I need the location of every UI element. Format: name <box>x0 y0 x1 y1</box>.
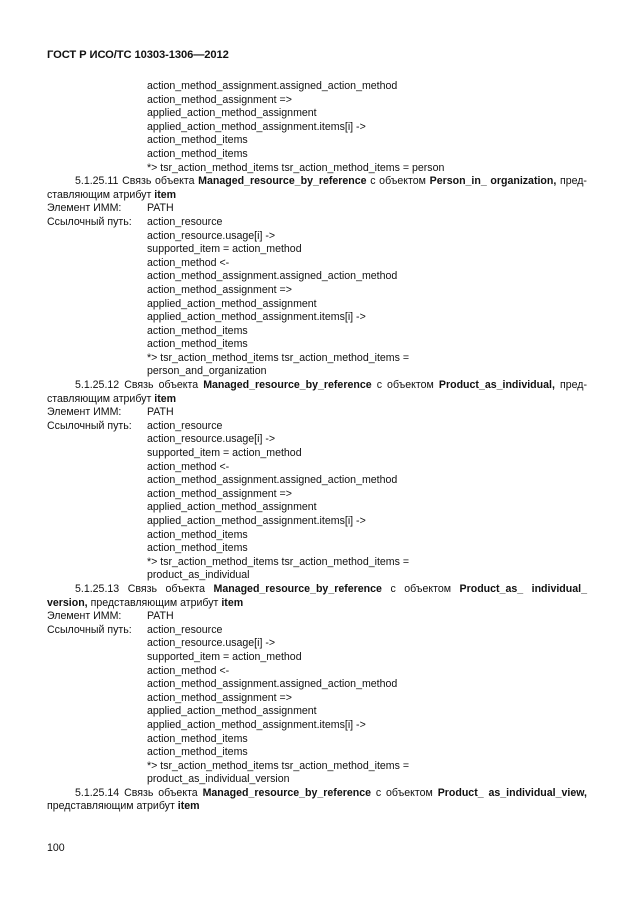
document-content <box>47 80 587 814</box>
section-target: Person_in_ organization, <box>429 175 557 188</box>
section-5-1-25-14 <box>47 787 587 814</box>
element-value: PATH <box>147 202 174 215</box>
path-line: action_method <- <box>147 664 230 677</box>
path-line: person_and_organization <box>147 365 267 378</box>
path-label: Ссылочный путь: <box>47 623 132 636</box>
section-5-1-25-12 <box>47 379 587 583</box>
reference-path <box>47 420 587 583</box>
path-line: action_resource.usage[i] -> <box>147 433 276 446</box>
path-line: supported_item = action_method <box>147 243 302 256</box>
path-line: action_method_items <box>147 324 248 337</box>
path-line: product_as_individual_version <box>147 773 290 786</box>
section-suffix: представляющим атрибут <box>47 800 175 813</box>
path-line: supported_item = action_method <box>147 447 302 460</box>
path-line: applied_action_method_assignment <box>147 501 317 514</box>
path-line: applied_action_method_assignment.items[i] -> <box>147 515 366 527</box>
element-value: PATH <box>147 610 174 623</box>
path-line: action_resource <box>147 419 223 432</box>
section-middle: с объектом <box>376 379 434 392</box>
path-line: action_method_items <box>147 732 248 745</box>
page-number: 100 <box>47 842 65 854</box>
path-line: action_method_items <box>147 338 248 351</box>
section-suffix: пред-ставляющим атрибут <box>47 379 587 405</box>
path-line: *> tsr_action_method_items tsr_action_method_items = <box>147 759 410 772</box>
section-middle: с объектом <box>390 582 452 595</box>
document-header: ГОСТ Р ИСО/ТС 10303-1306—2012 <box>47 49 229 61</box>
path-line: action_resource <box>147 623 223 636</box>
section-prefix: Связь объекта <box>122 175 195 188</box>
section-number: 5.1.25.11 <box>75 175 119 188</box>
section-attribute: item <box>154 188 177 201</box>
path-line: action_method_assignment => <box>147 487 292 500</box>
element-row <box>47 610 587 624</box>
section-number: 5.1.25.13 <box>75 582 120 595</box>
section-entity: Managed_resource_by_reference <box>198 175 367 188</box>
path-lines <box>147 624 587 787</box>
path-line: product_as_individual <box>147 569 250 582</box>
path-line: action_method_assignment.assigned_action_method <box>147 678 398 691</box>
section-target: Product_as_individual, <box>438 379 555 392</box>
element-label: Элемент ИММ: <box>47 202 122 215</box>
path-line: action_method_items <box>147 134 248 147</box>
section-prefix: Связь объекта <box>124 379 199 392</box>
element-label: Элемент ИММ: <box>47 610 122 623</box>
section-number: 5.1.25.12 <box>75 379 120 392</box>
path-line: *> tsr_action_method_items tsr_action_method_items = person <box>147 161 445 174</box>
path-line: action_method_assignment.assigned_action_method <box>147 474 398 487</box>
section-heading <box>47 787 587 814</box>
section-heading <box>47 583 587 610</box>
section-heading <box>47 175 587 202</box>
section-entity: Managed_resource_by_reference <box>202 786 371 799</box>
path-line: action_resource.usage[i] -> <box>147 637 276 650</box>
path-line: applied_action_method_assignment <box>147 705 317 718</box>
path-label: Ссылочный путь: <box>47 419 132 432</box>
path-line: action_method_assignment => <box>147 691 292 704</box>
path-line: action_method_assignment => <box>147 283 292 296</box>
path-line: action_method <- <box>147 256 230 269</box>
section-suffix: пред-ставляющим атрибут <box>47 175 587 201</box>
section-heading <box>47 379 587 406</box>
element-row <box>47 406 587 420</box>
path-line: *> tsr_action_method_items tsr_action_method_items = <box>147 351 410 364</box>
section-attribute: item <box>154 392 177 405</box>
path-line: applied_action_method_assignment <box>147 297 317 310</box>
reference-path <box>47 216 587 379</box>
section-attribute: item <box>177 800 200 813</box>
path-line: action_method_assignment.assigned_action_method <box>147 270 398 283</box>
section-middle: с объектом <box>370 175 426 188</box>
section-5-1-25-13 <box>47 583 587 787</box>
path-line: action_method_assignment => <box>147 93 292 106</box>
path-line: action_method_items <box>147 528 248 541</box>
path-line: action_method_assignment.assigned_action_method <box>147 80 398 92</box>
section-target: Product_as_ individual_ version, <box>47 582 587 609</box>
path-line: *> tsr_action_method_items tsr_action_method_items = <box>147 555 410 568</box>
path-line: action_resource.usage[i] -> <box>147 229 276 242</box>
element-row <box>47 202 587 216</box>
reference-path <box>47 624 587 787</box>
element-label: Элемент ИММ: <box>47 406 122 419</box>
section-prefix: Связь объекта <box>127 582 205 595</box>
section-entity: Managed_resource_by_reference <box>203 379 372 392</box>
section-middle: с объектом <box>375 786 433 799</box>
path-line: supported_item = action_method <box>147 650 302 663</box>
path-line: action_method_items <box>147 147 248 160</box>
element-value: PATH <box>147 406 174 419</box>
path-line: applied_action_method_assignment.items[i] -> <box>147 718 366 731</box>
section-entity: Managed_resource_by_reference <box>213 582 382 595</box>
path-lines <box>147 216 587 379</box>
section-prefix: Связь объекта <box>124 786 198 799</box>
path-line: action_method <- <box>147 460 230 473</box>
path-line: action_method_items <box>147 746 248 759</box>
intro-path-lines <box>47 80 587 175</box>
path-line: action_resource <box>147 215 223 228</box>
path-line: applied_action_method_assignment <box>147 107 317 120</box>
section-suffix: представляющим атрибут <box>90 596 219 609</box>
path-line: action_method_items <box>147 542 248 555</box>
section-target: Product_ as_individual_view, <box>437 786 588 799</box>
path-label: Ссылочный путь: <box>47 215 132 228</box>
path-line: applied_action_method_assignment.items[i] -> <box>147 120 366 133</box>
section-attribute: item <box>221 596 244 609</box>
path-lines <box>147 420 587 583</box>
path-line: applied_action_method_assignment.items[i] -> <box>147 311 366 324</box>
section-number: 5.1.25.14 <box>75 786 120 799</box>
section-5-1-25-11 <box>47 175 587 379</box>
